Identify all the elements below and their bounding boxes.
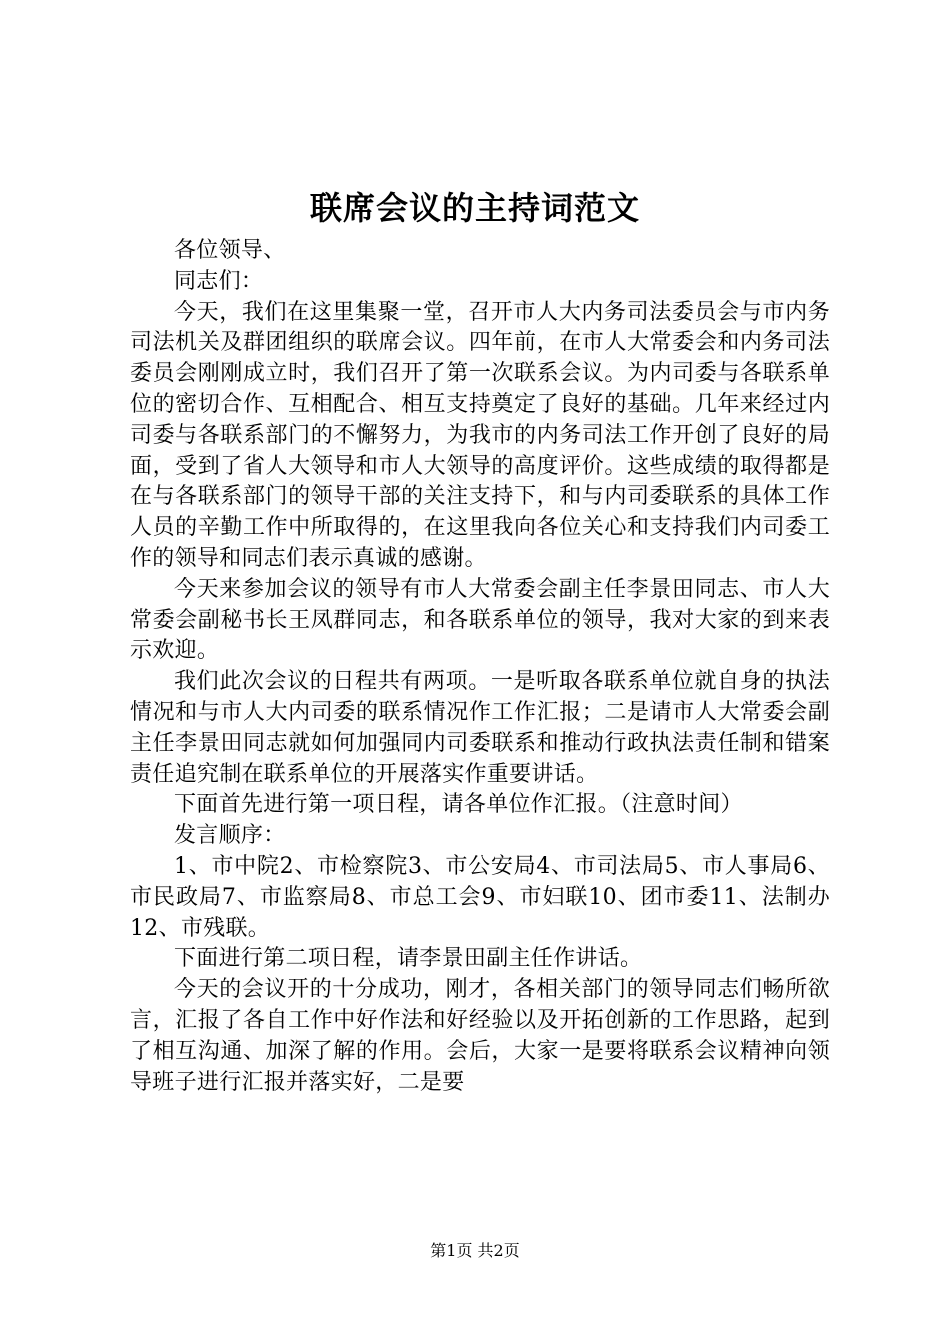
paragraph-first-item: 下面首先进行第一项日程，请各单位作汇报。（注意时间） xyxy=(174,792,743,818)
document-body xyxy=(130,236,830,1098)
salutation-line-2: 同志们： xyxy=(174,268,264,294)
document-title: 联席会议的主持词范文 xyxy=(309,189,640,227)
paragraph-agenda: 我们此次会议的日程共有两项。一是听取各联系单位就自身的执法情况和与市人大内司委的联系情况作工作汇报；二是请市人大常委会副主任李景田同志就如何加强同内司委联系和推动行政执法责任制和错案责任追究制在联系单位的开展落实作重要讲话。 xyxy=(130,669,830,787)
paragraph-opening: 今天，我们在这里集聚一堂，召开市人大内务司法委员会与市内务司法机关及群团组织的联席会议。四年前，在市人大常委会和内务司法委员会刚刚成立时，我们召开了第一次联系会议。为内司委与各联系单位的密切合作、互相配合、相互支持奠定了良好的基础。几年来经过内司委与各联系部门的不懈努力，为我市的内务司法工作开创了良好的局面，受到了省人大领导和市人大领导的高度评价。这些成绩的取得都是在与各联系部门的领导干部的关注支持下，和与内司委联系的具体工作人员的辛勤工作中所取得的，在这里我向各位关心和支持我们内司委工作的领导和同志们表示真诚的感谢。 xyxy=(130,299,830,571)
salutation-line-1: 各位领导、 xyxy=(174,238,286,263)
paragraph-attendees: 今天来参加会议的领导有市人大常委会副主任李景田同志、市人大常委会副秘书长王凤群同志，和各联系单位的领导，我对大家的到来表示欢迎。 xyxy=(130,576,830,664)
speaking-order-label: 发言顺序： xyxy=(174,823,286,849)
paragraph-closing: 今天的会议开的十分成功，刚才，各相关部门的领导同志们畅所欲言，汇报了各自工作中好作法和好经验以及开拓创新的工作思路，起到了相互沟通、加深了解的作用。会后，大家一是要将联系会议精神向领导班子进行汇报并落实好，二是要 xyxy=(130,977,830,1095)
paragraph-second-item: 下面进行第二项日程，请李景田副主任作讲话。 xyxy=(174,946,643,972)
speaking-order-list: 1、市中院2、市检察院3、市公安局4、市司法局5、市人事局6、市民政局7、市监察局8、市总工会9、市妇联10、团市委11、法制办12、市残联。 xyxy=(130,853,830,941)
page-number: 第1页 共2页 xyxy=(430,1241,520,1260)
